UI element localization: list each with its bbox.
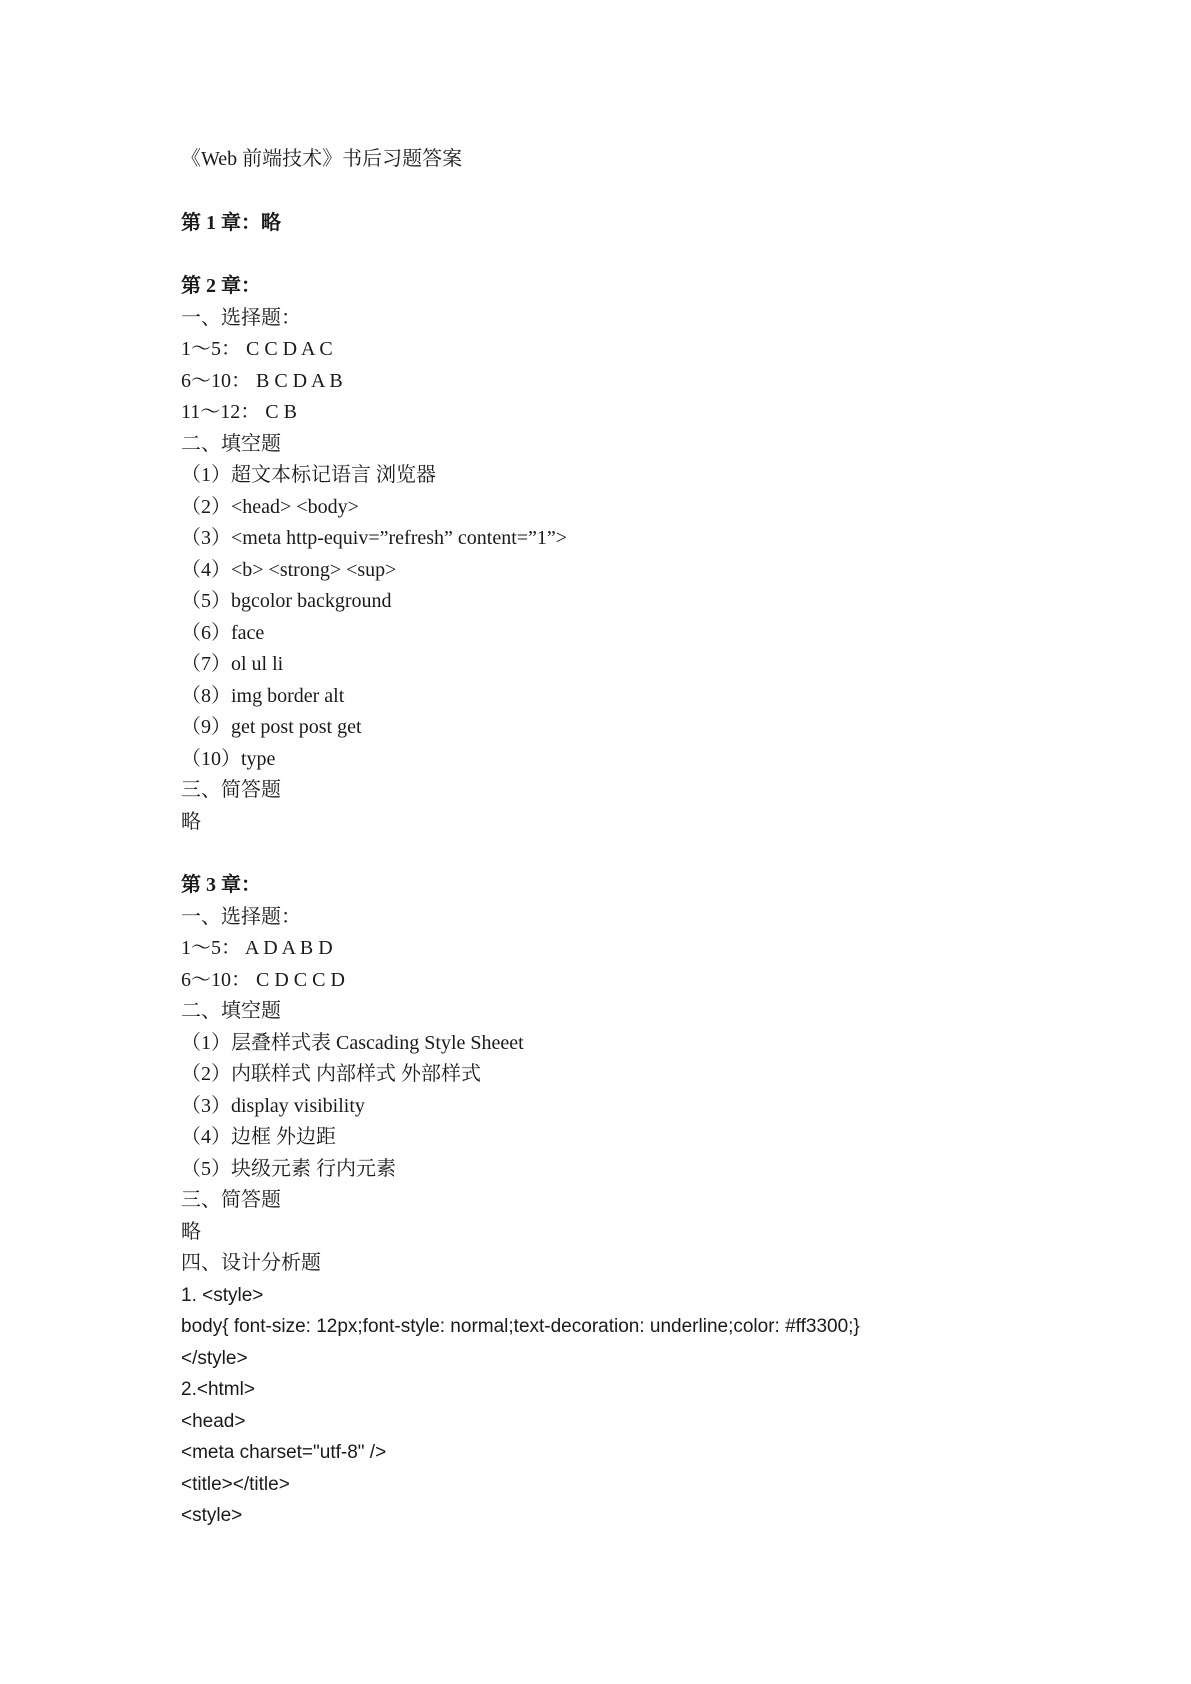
ch3-code-line: <title></title> xyxy=(181,1473,290,1495)
ch3-code-line: 2.<html> xyxy=(181,1379,255,1400)
ch2-fill-10: （10）type xyxy=(181,747,276,770)
ch3-code-line: 1. <style> xyxy=(181,1284,264,1306)
ch2-fill-8: （8）img border alt xyxy=(181,684,345,707)
ch3-section-fill: 二、填空题 xyxy=(181,1000,281,1022)
ch3-fill-5: （5）块级元素 行内元素 xyxy=(181,1157,396,1180)
ch2-fill-7: （7）ol ul li xyxy=(181,653,284,675)
ch3-fill-3: （3）display visibility xyxy=(181,1094,365,1117)
ch2-answer-1-5: 1～5： C C D A C xyxy=(181,338,333,360)
ch2-fill-4: （4）<b> <strong> <sup> xyxy=(181,558,397,581)
ch2-answer-11-12: 11～12： C B xyxy=(181,401,297,423)
ch3-fill-2: （2）内联样式 内部样式 外部样式 xyxy=(181,1063,481,1085)
document-body xyxy=(181,144,1081,1532)
ch2-section-fill: 二、填空题 xyxy=(181,432,281,455)
section-gap xyxy=(181,838,1081,870)
ch3-fill-4: （4）边框 外边距 xyxy=(181,1126,336,1148)
ch2-answer-6-10: 6～10： B C D A B xyxy=(181,369,343,392)
ch2-short-answer: 略 xyxy=(181,810,201,833)
ch2-fill-9: （9）get post post get xyxy=(181,716,362,738)
ch3-code-line: </style> xyxy=(181,1347,248,1369)
ch3-code-line: <style> xyxy=(181,1505,243,1526)
ch3-code-line: <head> xyxy=(181,1410,246,1432)
ch2-section-choice: 一、选择题： xyxy=(181,306,301,329)
ch2-section-short-answer: 三、简答题 xyxy=(181,779,281,801)
ch2-fill-6: （6）face xyxy=(181,621,265,644)
ch2-fill-2: （2）<head> <body> xyxy=(181,495,359,518)
section-gap xyxy=(181,239,1081,271)
ch3-code-line: body{ font-size: 12px;font-style: normal;text-decoration: underline;color: #ff3300;} xyxy=(181,1316,860,1337)
chapter-2-heading: 第 2 章： xyxy=(181,275,261,297)
ch3-answer-1-5: 1～5： A D A B D xyxy=(181,937,333,959)
ch3-section-short-answer: 三、简答题 xyxy=(181,1189,281,1211)
ch3-fill-1: （1）层叠样式表 Cascading Style Sheeet xyxy=(181,1031,524,1054)
ch3-short-answer: 略 xyxy=(181,1220,201,1243)
ch3-section-design: 四、设计分析题 xyxy=(181,1252,321,1274)
ch3-section-choice: 一、选择题： xyxy=(181,905,301,928)
ch3-code-line: <meta charset="utf-8" /> xyxy=(181,1442,387,1463)
ch2-fill-3: （3）<meta http-equiv=”refresh” content=”1”> xyxy=(181,527,568,549)
chapter-3-heading: 第 3 章： xyxy=(181,874,261,896)
ch3-answer-6-10: 6～10： C D C C D xyxy=(181,968,345,991)
ch2-fill-5: （5）bgcolor background xyxy=(181,590,392,612)
ch2-fill-1: （1）超文本标记语言 浏览器 xyxy=(181,464,436,486)
chapter-1-heading: 第 1 章：略 xyxy=(181,211,281,234)
document-title: 《Web 前端技术》书后习题答案 xyxy=(181,148,463,170)
